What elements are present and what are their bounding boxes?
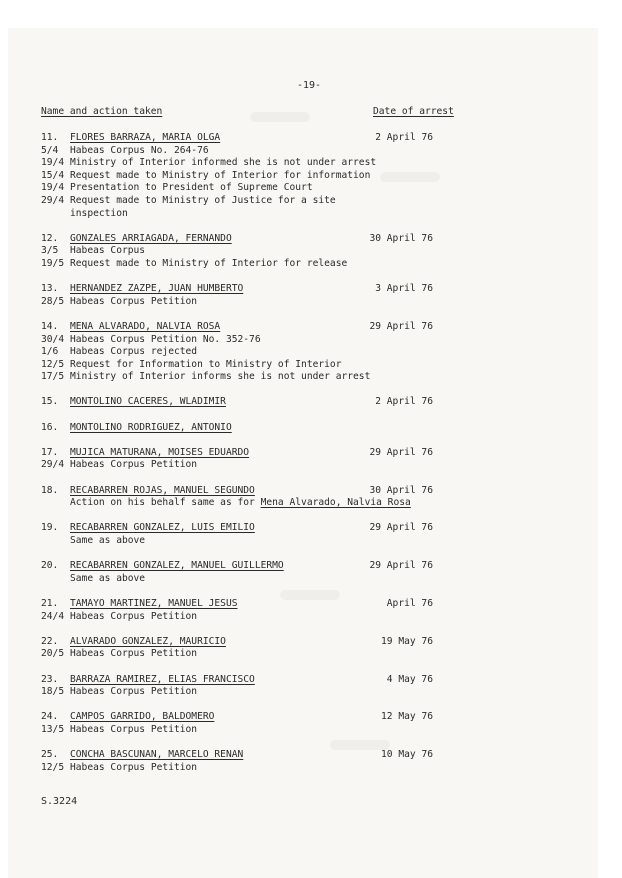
- action-date: 19/4: [41, 182, 65, 194]
- detainee-entry: [41, 283, 461, 308]
- action-row: [41, 208, 461, 221]
- action-row: [41, 359, 461, 372]
- entry-number: 15.: [41, 396, 59, 408]
- action-text: Ministry of Interior informed she is not under arrest: [70, 157, 377, 169]
- detainee-entry: [41, 674, 461, 699]
- detainee-entry: [41, 485, 461, 510]
- page-number: -19-: [297, 80, 322, 91]
- arrest-date: 30 April 76: [369, 484, 433, 496]
- detainee-entry: [41, 598, 461, 623]
- action-text: Habeas Corpus: [70, 245, 146, 257]
- action-date: 5/4: [41, 144, 59, 156]
- detainee-name: RECABARREN GONZALEZ, LUIS EMILIO: [70, 522, 255, 534]
- action-row: [41, 145, 461, 158]
- entry-number: 18.: [41, 484, 59, 496]
- detainee-name: RECABARREN ROJAS, MANUEL SEGUNDO: [70, 484, 255, 496]
- detainee-name: BARRAZA RAMIREZ, ELIAS FRANCISCO: [70, 673, 255, 685]
- arrest-date: 30 April 76: [369, 232, 433, 244]
- arrest-date: 12 May 76: [381, 711, 433, 723]
- detainee-name: RECABARREN GONZALEZ, MANUEL GUILLERMO: [70, 560, 284, 572]
- action-text: Habeas Corpus Petition: [70, 295, 198, 307]
- action-row: [41, 724, 461, 737]
- action-row: [41, 371, 461, 384]
- action-text: inspection: [70, 207, 128, 219]
- entry-number: 24.: [41, 711, 59, 723]
- entry-number: 16.: [41, 421, 59, 433]
- detainee-entry: [41, 711, 461, 736]
- action-row: [41, 459, 461, 472]
- action-row: [41, 195, 461, 208]
- detainee-name: HERNANDEZ ZAZPE, JUAN HUMBERTO: [70, 283, 244, 295]
- detainee-entry: [41, 396, 461, 409]
- action-row: [41, 535, 461, 548]
- action-text: Request made to Ministry of Justice for a site: [70, 194, 336, 206]
- detainee-entry: [41, 749, 461, 774]
- detainee-entry: [41, 636, 461, 661]
- action-text: Same as above: [70, 535, 146, 546]
- detainee-name: MENA ALVARADO, NALVIA ROSA: [70, 320, 221, 332]
- action-text: Same as above: [70, 572, 146, 584]
- arrest-date: 29 April 76: [369, 320, 433, 332]
- action-text: Habeas Corpus Petition: [70, 610, 198, 622]
- action-date: 18/5: [41, 686, 65, 698]
- entry-number: 25.: [41, 749, 59, 761]
- action-date: 20/5: [41, 648, 65, 660]
- entry-number: 12.: [41, 232, 59, 244]
- scan-smudge: [330, 740, 390, 750]
- action-row: [41, 762, 461, 775]
- arrest-date: April 76: [386, 597, 433, 609]
- detainee-list: [41, 132, 461, 787]
- arrest-date: 29 April 76: [369, 522, 433, 534]
- action-text: Habeas Corpus Petition: [70, 761, 198, 773]
- detainee-name: MONTOLINO CACERES, WLADIMIR: [70, 396, 226, 408]
- scan-smudge: [380, 172, 440, 182]
- arrest-date: 29 April 76: [369, 560, 433, 572]
- detainee-name: CONCHA BASCUNAN, MARCELO RENAN: [70, 749, 244, 761]
- action-date: [41, 573, 70, 586]
- detainee-entry: [41, 560, 461, 585]
- scan-smudge: [250, 112, 310, 122]
- action-row: [41, 296, 461, 309]
- action-text: Action on his behalf same as for Mena Alvarado, Nalvia Rosa: [70, 497, 411, 509]
- entry-number: 19.: [41, 522, 59, 534]
- detainee-entry: [41, 422, 461, 435]
- arrest-date: 2 April 76: [375, 132, 433, 143]
- action-text: Habeas Corpus Petition No. 352-76: [70, 333, 261, 345]
- action-date: 1/6: [41, 346, 59, 358]
- action-row: [41, 157, 461, 170]
- action-date: 29/4: [41, 459, 65, 471]
- action-row: [41, 497, 461, 510]
- entry-number: 22.: [41, 635, 59, 647]
- action-text: Habeas Corpus rejected: [70, 346, 198, 358]
- action-text: Habeas Corpus No. 264-76: [70, 144, 209, 156]
- action-text: Habeas Corpus Petition: [70, 723, 198, 735]
- detainee-name: MUJICA MATURANA, MOISES EDUARDO: [70, 446, 250, 458]
- action-date: 19/5: [41, 257, 65, 269]
- action-date: 17/5: [41, 371, 65, 383]
- detainee-name: GONZALES ARRIAGADA, FERNANDO: [70, 232, 232, 244]
- entry-number: 17.: [41, 446, 59, 458]
- detainee-name: FLORES BARRAZA, MARIA OLGA: [70, 132, 221, 143]
- action-text: Habeas Corpus Petition: [70, 686, 198, 698]
- detainee-entry: [41, 522, 461, 547]
- action-date: 12/5: [41, 761, 65, 773]
- arrest-date: 29 April 76: [369, 446, 433, 458]
- action-date: 30/4: [41, 333, 65, 345]
- detainee-name: MONTOLINO RODRIGUEZ, ANTONIO: [70, 421, 232, 433]
- entry-number: 23.: [41, 673, 59, 685]
- detainee-name: CAMPOS GARRIDO, BALDOMERO: [70, 711, 215, 723]
- action-row: [41, 346, 461, 359]
- action-text: Habeas Corpus Petition: [70, 648, 198, 660]
- action-text: Presentation to President of Supreme Court: [70, 182, 313, 194]
- action-text: Request made to Ministry of Interior for information: [70, 169, 371, 181]
- document-code: S.3224: [41, 796, 78, 807]
- column-header-name-action: Name and action taken: [41, 106, 163, 117]
- entry-number: 13.: [41, 283, 59, 295]
- action-row: [41, 611, 461, 624]
- arrest-date: 10 May 76: [381, 749, 433, 761]
- referenced-name: Mena Alvarado, Nalvia Rosa: [260, 497, 411, 509]
- action-date: 29/4: [41, 194, 65, 206]
- arrest-date: 2 April 76: [375, 396, 433, 408]
- entry-heading: [41, 422, 461, 435]
- action-date: 13/5: [41, 723, 65, 735]
- entry-number: 14.: [41, 320, 59, 332]
- action-text: Request made to Ministry of Interior for release: [70, 257, 348, 269]
- action-date: 24/4: [41, 610, 65, 622]
- detainee-entry: [41, 321, 461, 384]
- action-date: 12/5: [41, 358, 65, 370]
- action-row: [41, 245, 461, 258]
- action-row: [41, 182, 461, 195]
- action-date: [41, 497, 70, 510]
- action-row: [41, 648, 461, 661]
- action-date: 28/5: [41, 295, 65, 307]
- arrest-date: 4 May 76: [386, 673, 433, 685]
- detainee-name: ALVARADO GONZALEZ, MAURICIO: [70, 635, 226, 647]
- action-text: Ministry of Interior informs she is not under arrest: [70, 371, 371, 383]
- entry-number: 21.: [41, 597, 59, 609]
- column-header-date-of-arrest: Date of arrest: [373, 106, 454, 117]
- action-row: [41, 258, 461, 271]
- action-text: Request for Information to Ministry of Interior: [70, 358, 342, 370]
- action-text: Habeas Corpus Petition: [70, 459, 198, 471]
- entry-number: 11.: [41, 132, 59, 143]
- action-date: 19/4: [41, 157, 65, 169]
- action-row: [41, 686, 461, 699]
- action-row: [41, 334, 461, 347]
- action-date: [41, 208, 70, 221]
- action-date: [41, 535, 70, 548]
- scan-smudge: [280, 590, 340, 600]
- detainee-entry: [41, 233, 461, 271]
- arrest-date: 19 May 76: [381, 635, 433, 647]
- detainee-name: TAMAYO MARTINEZ, MANUEL JESUS: [70, 597, 238, 609]
- action-date: 3/5: [41, 245, 59, 257]
- entry-number: 20.: [41, 560, 59, 572]
- detainee-entry: [41, 447, 461, 472]
- arrest-date: 3 April 76: [375, 283, 433, 295]
- action-date: 15/4: [41, 169, 65, 181]
- action-row: [41, 573, 461, 586]
